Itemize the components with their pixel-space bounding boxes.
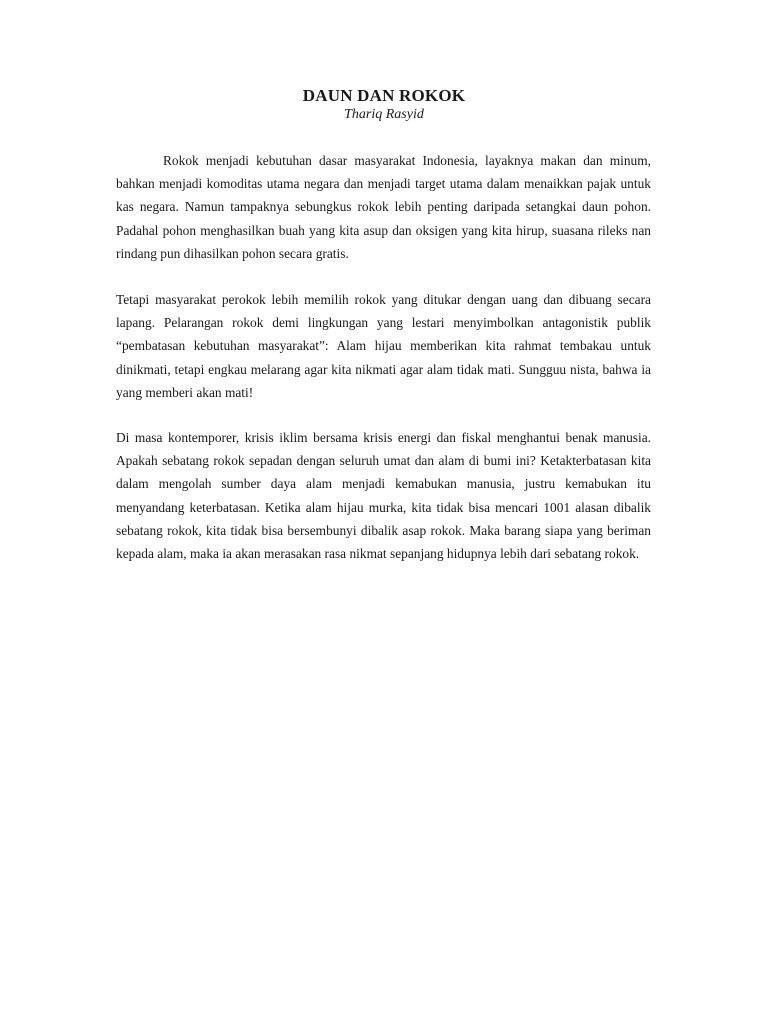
document-title: DAUN DAN ROKOK <box>302 86 466 105</box>
document-author: Thariq Rasyid <box>344 107 424 122</box>
paragraph-1: Rokok menjadi kebutuhan dasar masyarakat Indonesia, layaknya makan dan minum, bahkan menjadi komoditas utama negara dan menjadi target utama dalam menaikkan pajak untuk kas negara. Namun tampaknya sebungkus rokok lebih penting daripada setangkai daun pohon. Padahal pohon menghasilkan buah yang kita asup dan oksigen yang kita hirup, suasana rileks nan rindang pun dihasilkan pohon secara gratis. <box>116 153 651 261</box>
paragraph-3: Di masa kontemporer, krisis iklim bersama krisis energi dan fiskal menghantui benak manusia. Apakah sebatang rokok sepadan dengan seluruh umat dan alam di bumi ini? Ketakterbatasan kita dalam mengolah sumber daya alam menjadi kemabukan manusia, justru kemabukan itu menyandang keterbatasan. Ketika alam hijau murka, kita tidak bisa mencari 1001 alasan dibalik sebatang rokok, kita tidak bisa bersembunyi dibalik asap rokok. Maka barang siapa yang beriman kepada alam, maka ia akan merasakan rasa nikmat sepanjang hidupnya lebih dari sebatang rokok. <box>116 430 651 562</box>
paragraph-2: Tetapi masyarakat perokok lebih memilih rokok yang ditukar dengan uang dan dibuang secara lapang. Pelarangan rokok demi lingkungan yang lestari menyimbolkan antagonistik publik “pembatasan kebutuhan masyarakat”: Alam hijau memberikan kita rahmat tembakau untuk dinikmati, tetapi engkau melarang agar kita nikmati agar alam tidak mati. Sungguu nista, bahwa ia yang memberi akan mati! <box>116 292 651 400</box>
